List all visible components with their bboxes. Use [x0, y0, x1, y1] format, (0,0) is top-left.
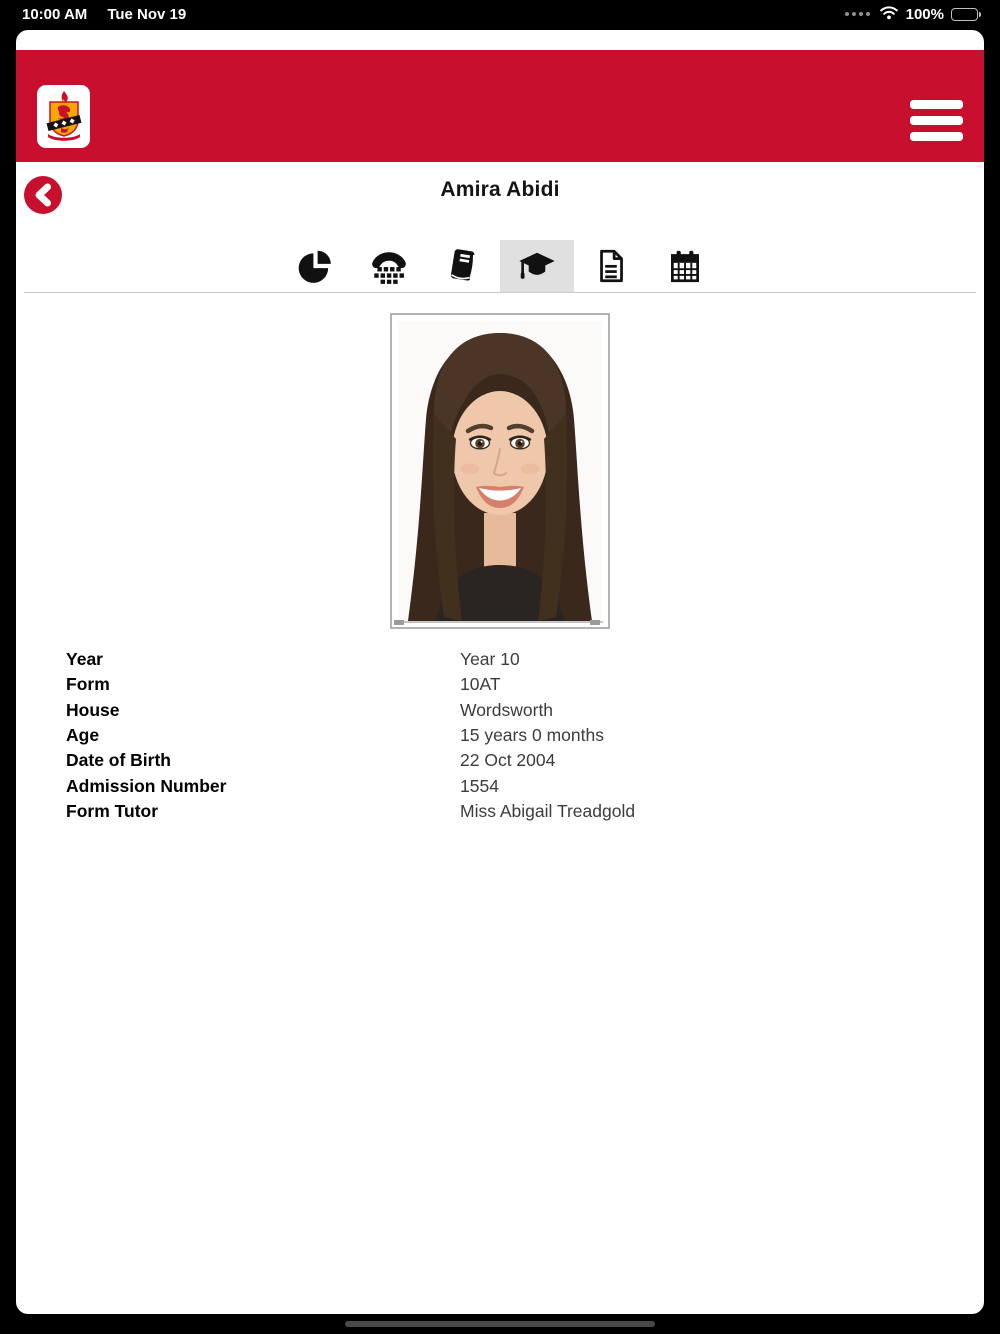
status-date: Tue Nov 19	[107, 5, 187, 23]
app-window	[16, 30, 984, 1314]
nav-row	[16, 162, 984, 240]
detail-label: Form Tutor	[66, 800, 159, 821]
detail-value: 1554	[460, 775, 499, 796]
status-time: 10:00 AM	[22, 5, 88, 23]
battery-percent: 100%	[905, 5, 944, 23]
detail-row-form	[66, 672, 984, 697]
detail-label: Year	[66, 649, 103, 670]
tab-calendar[interactable]	[648, 240, 722, 292]
home-indicator[interactable]	[345, 1321, 655, 1327]
wifi-icon	[879, 5, 899, 24]
battery-icon	[951, 8, 978, 21]
detail-label: Age	[66, 725, 100, 746]
school-crest-icon	[37, 85, 90, 148]
calendar-icon	[665, 246, 705, 286]
student-details	[66, 647, 984, 824]
cellular-dots-icon	[845, 12, 870, 16]
detail-row-date-of-birth	[66, 748, 984, 773]
detail-value: Wordsworth	[460, 699, 554, 720]
tab-documents[interactable]	[574, 240, 648, 292]
detail-row-age	[66, 723, 984, 748]
tab-contact[interactable]	[352, 240, 426, 292]
detail-value: 15 years 0 months	[460, 725, 604, 746]
detail-label: Date of Birth	[66, 750, 171, 771]
page-title: Amira Abidi	[440, 178, 560, 201]
detail-value: 22 Oct 2004	[460, 750, 556, 771]
student-photo-frame	[390, 313, 610, 629]
detail-value: 10AT	[460, 674, 501, 695]
tab-summary[interactable]	[278, 240, 352, 292]
tab-academic[interactable]	[500, 240, 574, 292]
app-header	[16, 50, 984, 162]
book-icon	[443, 246, 483, 286]
detail-label: Form	[66, 674, 110, 695]
graduation-cap-icon	[516, 245, 558, 287]
detail-label: House	[66, 699, 120, 720]
detail-value: Miss Abigail Treadgold	[460, 800, 636, 821]
pie-chart-icon	[295, 246, 335, 286]
detail-row-year	[66, 647, 984, 672]
hamburger-menu-icon[interactable]	[910, 100, 963, 141]
document-icon	[591, 246, 631, 286]
phone-icon	[369, 246, 409, 286]
student-photo	[398, 321, 602, 621]
detail-row-house	[66, 698, 984, 723]
tab-bar	[24, 240, 976, 293]
detail-value: Year 10	[460, 649, 520, 670]
detail-label: Admission Number	[66, 775, 227, 796]
detail-row-admission-number	[66, 773, 984, 798]
status-bar	[0, 0, 1000, 28]
tab-conduct[interactable]	[426, 240, 500, 292]
detail-row-form-tutor	[66, 799, 984, 824]
